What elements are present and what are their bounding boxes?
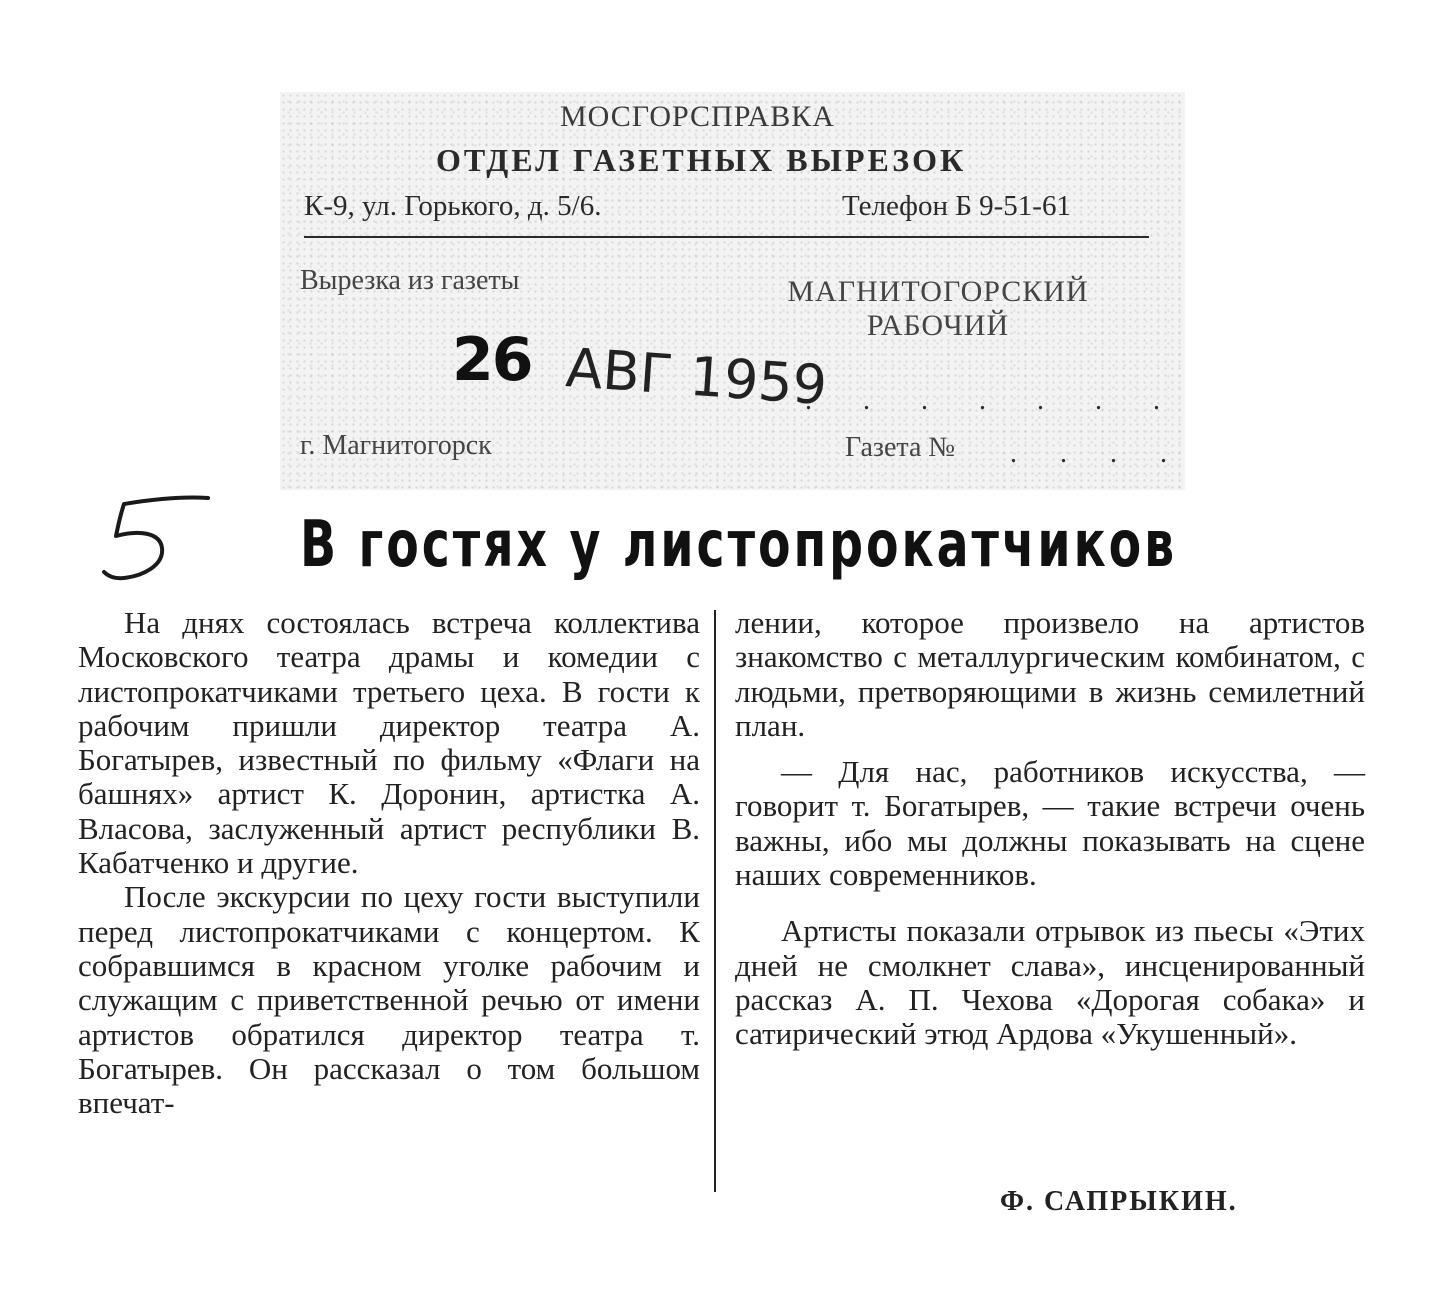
- stamp-clipping-label: Вырезка из газеты: [300, 265, 520, 296]
- stamp-divider: [304, 236, 1149, 238]
- article-paragraph: На днях состоялась встреча коллектива Московского театра драмы и комедии с листопрокатчиками третьего цеха. В гости к рабочим пришли директор театра А. Богатырев, известный по фильму «Флаги на башнях» артист К. Доронин, артистка А. Власова, заслуженный артист республики В. Кабатченко и другие.: [78, 605, 700, 881]
- stamp-office-name: МОСГОРСПРАВКА: [560, 100, 835, 133]
- stamp-date-day: 26: [452, 325, 532, 395]
- article-author: Ф. САПРЫКИН.: [1000, 1186, 1238, 1217]
- stamp-issue-label: Газета №: [845, 432, 956, 463]
- stamp-issue-dots: . . . .: [1010, 438, 1185, 469]
- article-right-column: [735, 606, 1365, 1052]
- article-paragraph: Артисты показали отрывок из пьесы «Этих дней не смолкнет слава», инсценированный рассказ А. П. Чехова «Дорогая собака» и сатирический этюд Ардова «Укушенный».: [735, 913, 1365, 1052]
- stamp-newspaper-name: МАГНИТОГОРСКИЙ РАБОЧИЙ: [787, 275, 1089, 342]
- stamp-date-month-year: АВГ 1959: [563, 336, 830, 418]
- stamp-address: К-9, ул. Горького, д. 5/6.: [304, 190, 602, 222]
- handwritten-page-number: [98, 490, 218, 586]
- article-headline: В гостях у листопрокатчиков: [300, 508, 1178, 582]
- article-left-column: [78, 606, 700, 1120]
- column-divider: [714, 610, 716, 1192]
- stamp-city: г. Магнитогорск: [300, 430, 492, 461]
- article-paragraph: После экскурсии по цеху гости выступили перед листопрокатчиками с концертом. К собравшимся в красном уголке рабочим и служащим с приветственной речью от имени артистов обратился директор театра т. Богатырев. Он рассказал о том большом впечат-: [78, 879, 700, 1121]
- stamp-department: ОТДЕЛ ГАЗЕТНЫХ ВЫРЕЗОК: [436, 142, 967, 178]
- stamp-dots: . . . . . . .: [805, 385, 1182, 416]
- stamp-phone: Телефон Б 9-51-61: [842, 190, 1071, 222]
- article-paragraph: лении, которое произвело на артистов знакомство с металлургическим комбинатом, с людьми, претворяющими в жизнь семилетний план.: [735, 605, 1365, 743]
- article-paragraph: — Для нас, работников искусства, — говорит т. Богатырев, — такие встречи очень важны, ибо мы должны показывать на сцене наших современников.: [735, 754, 1365, 893]
